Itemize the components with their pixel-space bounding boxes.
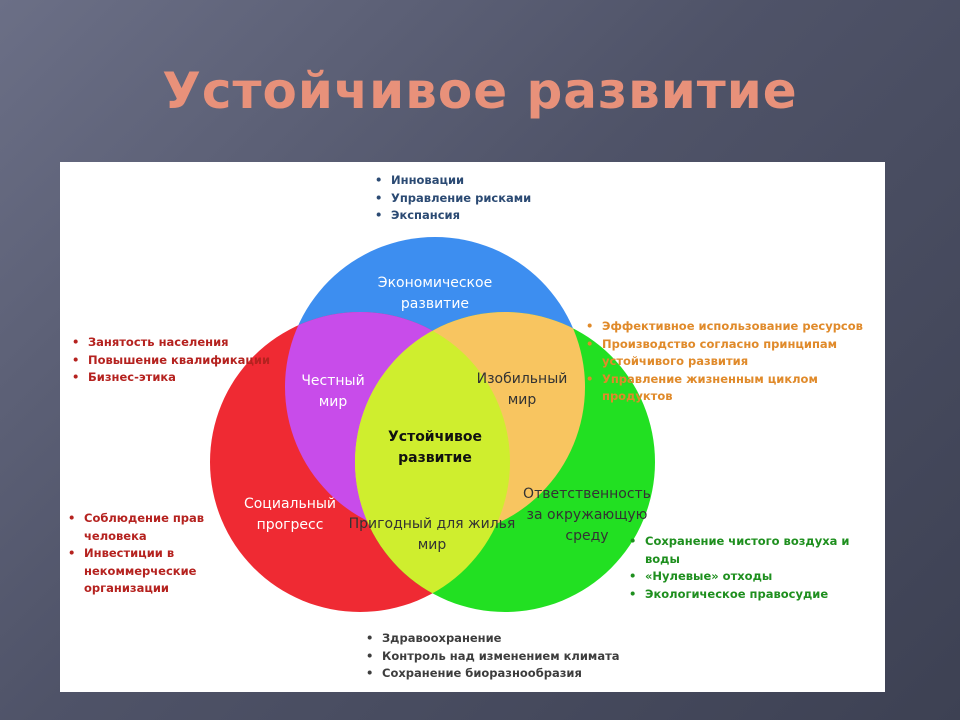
list-item: • Экологическое правосудие	[627, 586, 879, 604]
venn-diagram	[60, 162, 885, 692]
list-item: • Управление рисками	[373, 190, 531, 208]
list-item: • Контроль над изменением климата	[364, 648, 620, 666]
list-item: • Эффективное использование ресурсов	[584, 318, 880, 336]
viable-label: Изобильный мир	[476, 371, 568, 408]
center-label: Устойчивое развитие	[387, 429, 483, 466]
list-item: • Сохранение чистого воздуха и воды	[627, 533, 879, 568]
list-item: • Производство согласно принципам устойчивого развития	[584, 336, 880, 371]
list-item: • Повышение квалификации	[70, 352, 270, 370]
list-item: • Инвестиции в некоммерческие организации	[66, 545, 222, 598]
bottom-list	[364, 630, 620, 683]
list-item: • Занятость населения	[70, 334, 270, 352]
equitable-label: Честный мир	[301, 373, 365, 410]
list-item: • Управление жизненным циклом продуктов	[584, 371, 880, 406]
environmental-list	[627, 533, 879, 603]
social-top-list	[70, 334, 270, 387]
social-bottom-list	[66, 510, 222, 598]
list-item: • Инновации	[373, 172, 531, 190]
list-item: • Бизнес-этика	[70, 369, 270, 387]
environmental-label: Ответственность за окружающую среду	[523, 486, 651, 544]
slide-title: Устойчивое развитие	[162, 62, 798, 120]
list-item: • Здравоохранение	[364, 630, 620, 648]
list-item: • Экспансия	[373, 207, 531, 225]
bearable-label: Пригодный для жилья мир	[348, 516, 516, 553]
list-item: • Сохранение биоразнообразия	[364, 665, 620, 683]
list-item: • «Нулевые» отходы	[627, 568, 879, 586]
list-item: • Соблюдение прав человека	[66, 510, 222, 545]
viable-list	[584, 318, 880, 406]
diagram-panel	[60, 162, 885, 692]
economic-list	[373, 172, 531, 225]
economic-label: Экономическое развитие	[377, 275, 493, 312]
social-label: Социальный прогресс	[243, 496, 337, 533]
